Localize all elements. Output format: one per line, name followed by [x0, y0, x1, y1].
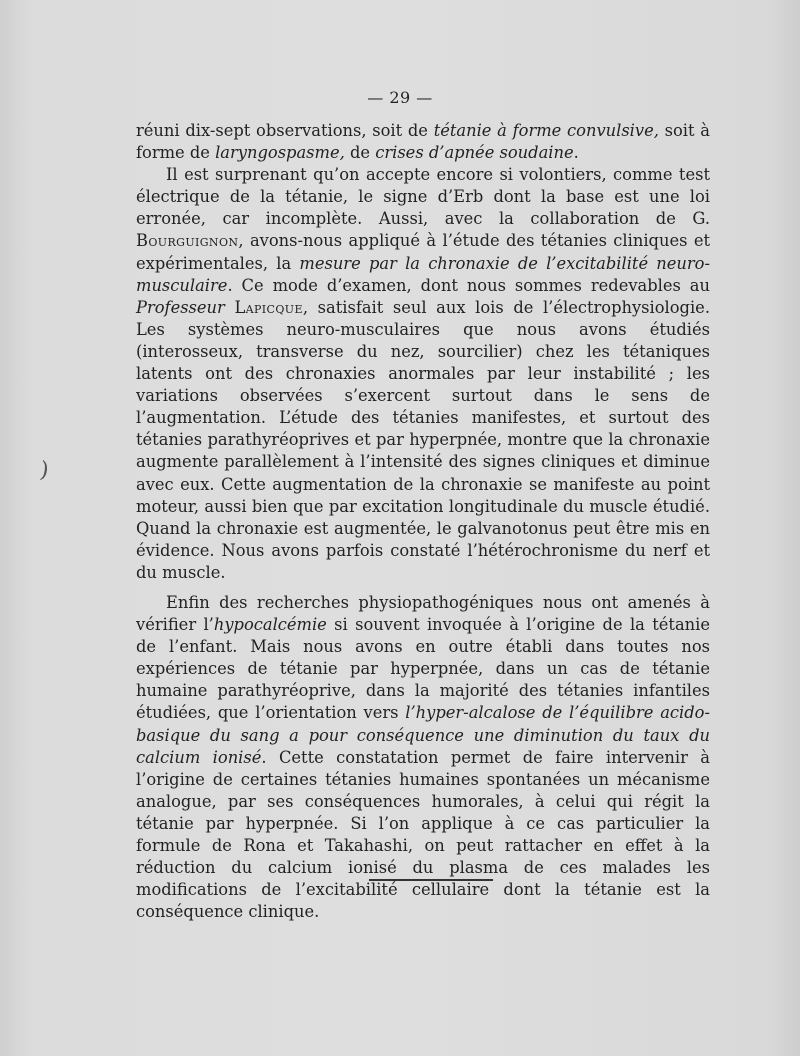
paragraph-2	[136, 164, 710, 584]
p2-text-5: , satisfait seul aux lois de l’électrophysiologie. Les systèmes neuro-musculaires que nous avons étudiés (interosseux, transverse du nez, sourcilier) chez les tétaniques latents ont des chronaxies anormales par leur instabilité ; les variations observées s’exercent surtout dans le sens de l’augmentation. L’étude des tétanies manifestes, et surtout des tétanies parathyréoprives et par hyperpnée, montre que la chronaxie augmente parallèlement à l’intensité des signes cliniques et diminue avec eux. Cette augmentation de la chronaxie se manifeste au point moteur, aussi bien que par excitation longitudinale du muscle étudié. Quand la chronaxie est augmentée, le galvanotonus peut être mis en évidence. Nous avons parfois constaté l’hétérochronisme du nerf et du muscle.	[136, 297, 710, 582]
p1-text-2: soit à forme de	[136, 121, 710, 163]
body-text	[136, 120, 710, 923]
p1-text-3: de	[344, 143, 376, 163]
p2-smallcaps-1: Bourguignon	[136, 231, 239, 251]
p2-text-2: , avons-nous appliqué à l’étude des tétanies cliniques et expérimentales, la	[136, 231, 710, 273]
p2-italic-2: Professeur	[136, 297, 225, 317]
p3-text-2: si souvent invoquée à l’origine de la tétanie de l’enfant. Mais nous avons en outre établi dans toutes nos expériences de tétanie par hyperpnée, dans un cas de tétanie humaine parathyréoprive, dans la majorité des tétanies infantiles étudiées, que l’orientation vers	[136, 615, 710, 723]
p1-text-4: .	[573, 143, 579, 163]
p1-italic-2: laryngospasme,	[215, 143, 345, 163]
p2-italic-1: mesure par la chronaxie de l’excitabilité neuro-musculaire	[136, 253, 710, 295]
end-rule	[369, 879, 493, 881]
paragraph-3	[136, 592, 710, 923]
p2-text-4	[225, 298, 235, 317]
p2-text-1: Il est surprenant qu’on accepte encore si volontiers, comme test électrique de la tétanie, le signe d’Erb dont la base est une loi erronée, car incomplète. Aussi, avec la collaboration de G.	[136, 165, 710, 229]
p1-italic-1: tétanie à forme convulsive,	[433, 121, 659, 140]
p3-text-3: . Cette constatation permet de faire intervenir à l’origine de certaines tétanies humaines spontanées un mécanisme analogue, par ses conséquences humorales, à celui qui régit la tétanie par hyperpnée. Si l’on applique à ce cas particulier la formule de Rona et Takahashi, on peut rattacher en effet à la réduction du calcium ionisé du plasma de ces malades les modifications de l’excitabilité cellulaire dont la tétanie est la conséquence clinique.	[136, 747, 710, 922]
p1-text-1: réuni dix-sept observations, soit de	[136, 121, 434, 140]
p2-smallcaps-2: Lapicque	[234, 297, 303, 317]
paragraph-1	[136, 120, 710, 164]
margin-pencil-mark: )	[38, 457, 51, 484]
p3-italic-2: l’hyper-alcalose de l’équilibre acido-basique du sang a pour conséquence une diminution du taux du calcium ionisé	[136, 703, 710, 767]
p3-italic-1: hypocalcémie	[213, 615, 327, 635]
page-number: — 29 —	[367, 88, 433, 107]
p2-text-3: . Ce mode d’examen, dont nous sommes redevables au	[227, 275, 710, 295]
p1-italic-3: crises d’apnée soudaine	[375, 143, 574, 163]
p3-text-1: Enfin des recherches physiopathogéniques nous ont amenés à vérifier l’	[136, 592, 710, 635]
